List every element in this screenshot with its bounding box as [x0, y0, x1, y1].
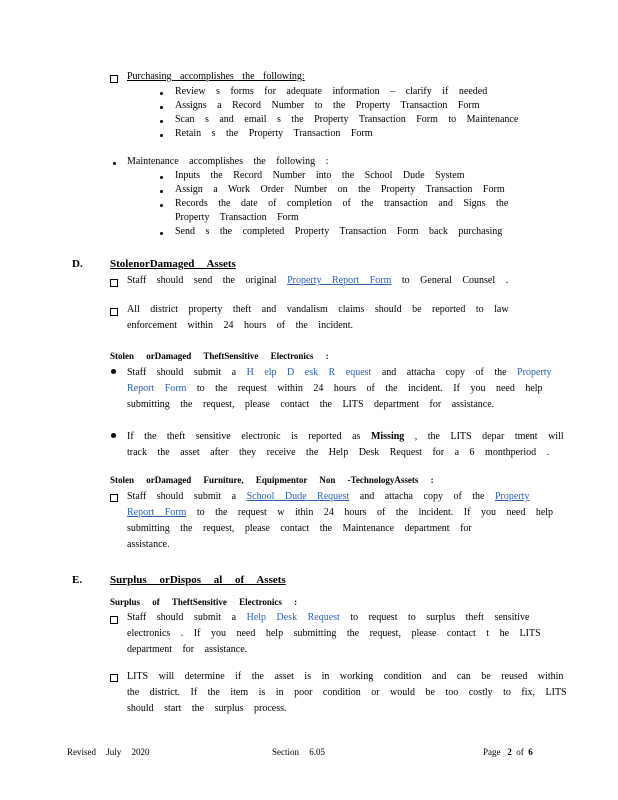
report-form-link[interactable]: Report Form	[127, 507, 187, 518]
paragraph-text: Staff should send the original	[127, 275, 277, 286]
bullet-dot-icon	[160, 232, 163, 235]
purchasing-item: Review s forms for adequate information – clarify if needed	[175, 86, 488, 97]
section-d-title: StolenorDamaged Assets	[110, 258, 236, 270]
section-d-letter: D.	[72, 258, 83, 270]
page-label: Page	[483, 747, 501, 757]
section-d-paragraph-2-line: enforcement within 24 hours of the incident.	[127, 320, 354, 331]
report-form-link[interactable]: Report Form	[127, 383, 187, 394]
checkbox-bullet-icon	[110, 674, 118, 682]
purchasing-item: Assigns a Record Number to the Property Transaction Form	[175, 100, 480, 111]
bullet-line: electronics . If you need help submitting the request, please contact t he LITS	[127, 628, 541, 639]
help-desk-request-link[interactable]: Help Desk Request	[246, 612, 340, 623]
property-link[interactable]: Property	[517, 367, 552, 378]
checkbox-bullet-icon	[110, 308, 118, 316]
maintenance-item: Inputs the Record Number into the School Dude System	[175, 170, 465, 181]
section-e-letter: E.	[72, 574, 83, 586]
purchasing-heading: Purchasing accomplishes the following:	[127, 71, 305, 82]
bullet-line	[127, 382, 543, 396]
checkbox-bullet-icon	[110, 616, 118, 624]
section-e-title: Surplus orDispos al of Assets	[110, 574, 286, 586]
help-desk-request-link[interactable]: H elp D esk R equest	[246, 367, 372, 378]
page-current: 2	[507, 747, 512, 757]
bullet-line: should start the surplus process.	[127, 703, 287, 714]
footer-section: Section 6.05	[272, 747, 325, 757]
bullet-text: to the request w ithin 24 hours of the incident. If you need help	[196, 507, 554, 518]
bullet-dot-icon	[113, 162, 116, 165]
bullet-line: the district. If the item is in poor condition or would be too costly to fix, LITS	[127, 687, 567, 698]
bullet-dot-icon	[111, 369, 116, 374]
section-d-paragraph-1	[127, 274, 508, 288]
bullet-text: to the request within 24 hours of the incident. If you need help	[196, 383, 543, 394]
bullet-dot-icon	[160, 176, 163, 179]
bullet-line	[127, 490, 529, 504]
purchasing-item: Scan s and email s the Property Transaction Form to Maintenance	[175, 114, 519, 125]
bullet-dot-icon	[160, 120, 163, 123]
property-link[interactable]: Property	[494, 491, 530, 502]
bullet-text: and attacha copy of the	[381, 367, 507, 378]
subheading-surplus-theft-sensitive: Surplus of TheftSensitive Electronics :	[110, 597, 298, 607]
bullet-dot-icon	[160, 134, 163, 137]
bullet-text: to request to surplus theft sensitive	[350, 612, 530, 623]
footer-revised: Revised July 2020	[67, 747, 150, 757]
bullet-line: submitting the request, please contact the LITS department for assistance.	[127, 399, 495, 410]
bullet-line: track the asset after they receive the Help Desk Request for a 6 monthperiod .	[127, 447, 550, 458]
bullet-line	[127, 611, 529, 625]
subheading-stolen-theft-sensitive: Stolen orDamaged TheftSensitive Electronics :	[110, 351, 329, 361]
bullet-text: and attacha copy of the	[359, 491, 485, 502]
purchasing-item: Retain s the Property Transaction Form	[175, 128, 373, 139]
bullet-dot-icon	[160, 92, 163, 95]
maintenance-item: Assign a Work Order Number on the Property Transaction Form	[175, 184, 505, 195]
maintenance-item: Send s the completed Property Transaction Form back purchasing	[175, 226, 503, 237]
bullet-line	[127, 506, 553, 520]
checkbox-bullet-icon	[110, 279, 118, 287]
school-dude-request-link[interactable]: School Dude Request	[246, 491, 350, 502]
maintenance-item: Records the date of completion of the transaction and Signs the	[175, 198, 509, 209]
paragraph-text: to General Counsel .	[401, 275, 509, 286]
section-d-paragraph-2-line: All district property theft and vandalism claims should be reported to law	[127, 304, 509, 315]
maintenance-heading: Maintenance accomplishes the following :	[127, 156, 329, 167]
subheading-stolen-furniture: Stolen orDamaged Furniture, Equipmentor Non -TechnologyAssets :	[110, 475, 434, 485]
missing-bold-text: Missing	[370, 431, 405, 442]
of-label: of	[516, 747, 524, 757]
bullet-text: Staff should submit a	[127, 491, 237, 502]
bullet-text: If the theft sensitive electronic is reported as	[127, 431, 361, 442]
bullet-dot-icon	[160, 106, 163, 109]
bullet-dot-icon	[111, 433, 116, 438]
bullet-line	[127, 430, 564, 444]
bullet-line: submitting the request, please contact the Maintenance department for	[127, 523, 472, 534]
bullet-dot-icon	[160, 204, 163, 207]
bullet-line	[127, 366, 552, 380]
bullet-text: Staff should submit a	[127, 612, 237, 623]
page-total: 6	[528, 747, 533, 757]
bullet-dot-icon	[160, 190, 163, 193]
checkbox-bullet-icon	[110, 494, 118, 502]
bullet-line: LITS will determine if the asset is in working condition and can be reused within	[127, 671, 564, 682]
bullet-text: , the LITS depar tment will	[414, 431, 564, 442]
bullet-line: assistance.	[127, 539, 170, 550]
checkbox-bullet-icon	[110, 75, 118, 83]
bullet-text: Staff should submit a	[127, 367, 237, 378]
footer-page-number	[483, 746, 533, 760]
maintenance-item-continued: Property Transaction Form	[175, 212, 299, 223]
property-report-form-link[interactable]: Property Report Form	[287, 275, 392, 286]
bullet-line: department for assistance.	[127, 644, 248, 655]
